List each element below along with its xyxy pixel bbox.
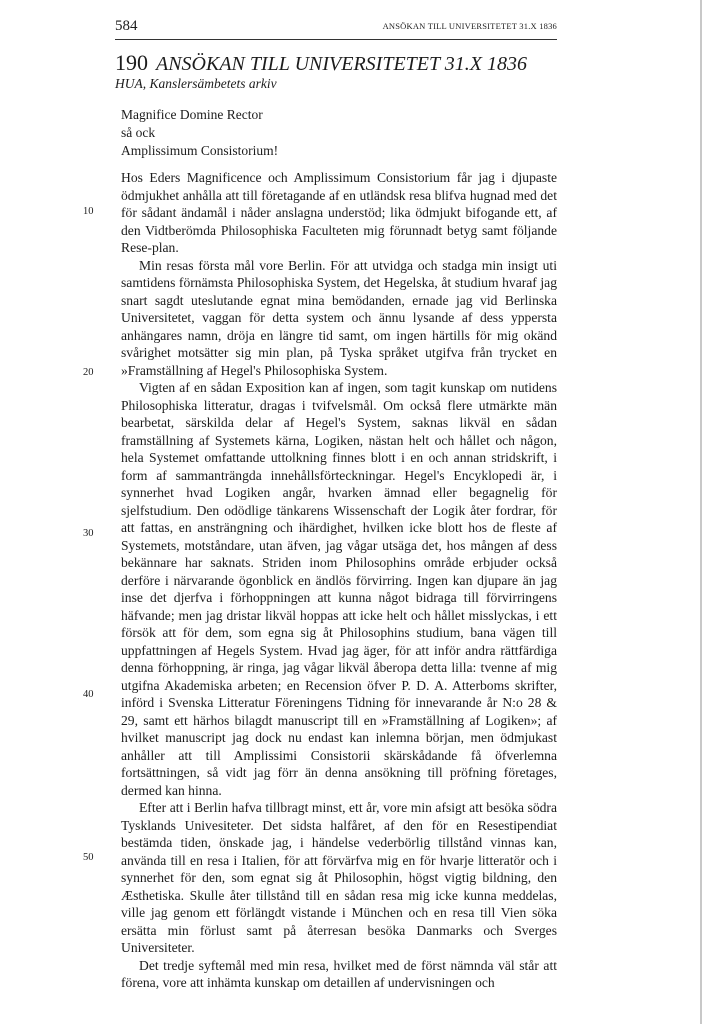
paragraph: Hos Eders Magnificence och Amplissimum Consistorium får jag i djupaste ödmjukhet anhålla att till företagande af en utländsk resa blifva hugnad med det för sådant ändamål i nåder anslagna understöd; lika ödmjukt bifogande ett, af den Vidtberömda Philosophiska Faculteten mig förunnadt betyg samt följande Rese-plan. — [121, 170, 557, 255]
salutation-line: så ock — [121, 125, 156, 140]
document-number: 190 — [115, 50, 148, 75]
line-number: 50 — [83, 852, 94, 863]
document-source: HUA, Kanslersämbetets arkiv — [115, 76, 277, 91]
salutation — [121, 106, 278, 160]
line-number: 10 — [83, 206, 94, 217]
salutation-line: Magnifice Domine Rector — [121, 107, 263, 122]
line-number: 20 — [83, 367, 94, 378]
line-number: 30 — [83, 528, 94, 539]
paragraph: Efter att i Berlin hafva tillbragt minst, ett år, vore min afsigt att besöka södra Tysklands Univesiteter. Det sidsta halfåret, af den för en Resestipendiat bestämda tiden, önskade jag, i händelse vederbörlig tillstånd vinnas kan, använda till en resa i Italien, för att förvärfva mig en för hvarje litteratör och i synnerhet för den, som egnat sig åt Philosophin, högst vigtig bildning, den Æsthetiska. Skulle åter tillstånd till en sådan resa mig icke kunna meddelas, ville jag genom ett förlängdt vistande i München och en resa till Vien söka ersätta min förlust samt på återresan besöka Danmarks och Sverges Universiteter. — [121, 800, 557, 955]
page-number: 584 — [115, 18, 138, 34]
paragraph: Min resas första mål vore Berlin. För att utvidga och stadga min insigt uti samtidens förnämsta Philosophiska System, det Hegelska, åt studium hvaraf jag snart sagdt uteslutande egnat mina bemödanden, ernade jag vid Berlinska Universitetet, vaggan för detta system och ännu lysande af dess yppersta anhängares namn, dröja en längre tid samt, om ingen härtills för mig okänd svårighet motsätter sig min plan, på Tyska språket utgifva från trycket en »Framställning af Hegel's Philosophiska System. — [121, 257, 557, 378]
line-number: 40 — [83, 689, 94, 700]
body-text — [121, 169, 557, 992]
header-rule — [115, 39, 557, 40]
paragraph: Det tredje syftemål med min resa, hvilket med de först nämnda väl står att förena, vore att inhämta kunskap om detaillen af undervisningen och — [121, 957, 557, 990]
running-header — [115, 18, 557, 36]
running-title: ANSÖKAN TILL UNIVERSITETET 31.X 1836 — [382, 21, 557, 31]
document-heading — [115, 50, 527, 76]
page-edge-divider — [700, 0, 702, 1024]
document-title: ANSÖKAN TILL UNIVERSITETET 31.X 1836 — [156, 53, 527, 75]
paragraph: Vigten af en sådan Exposition kan af ingen, som tagit kunskap om nutidens Philosophiska litteratur, dragas i tvifvelsmål. Om också flere utmärkte män bearbetat, särskilda delar af Hegel's System, saknas likväl en sådan framställning af Systemets kärna, Logiken, nästan helt och hållet och någon, hela Systemet omfattande uttolkning finnes blott i en och annan stridskrift, i form af sammanträngda innehållsförteckningar. Hegel's Encyklopedi är, i synnerhet hvad Logiken angår, hvarken ämnad eller begagnelig för sjelfstudium. Den odödlige tänkarens Wissenschaft der Logik åter fordrar, för att fattas, en ansträngning och ihärdighet, hvilken icke blott hos de fleste af Systemets, motståndare, utan äfven, jag vågar utsäga det, hos mången af dess bekännare har saknats. Striden inom Philosophins område erbjuder också derföre i närvarande ögonblick en ändlös förvirring. Ingen kan djupare än jag inse det djerfva i förhoppningen att kunna något bidraga till förvirringens häfvande; men jag dristar likväl hoppas att icke helt och hållet misslyckas, i ett försök att för dem, som egna sig åt Philosophins studium, bana vägen till uppfattningen af Hegels System. Hvad jag äger, för att inför andra rättfärdiga denna förhoppning, är ringa, jag vågar likväl åberopa detta lilla: tvenne af mig utgifna Akademiska arbeten; en Recension öfver P. D. A. Atterboms skrifter, införd i Svenska Litteratur Föreningens Tidning för innevarande år N:o 28 & 29, samt ett härhos bilagdt manuscript till en »Framställning af Logiken»; af hvilket manuscript jag dock nu endast kan inlemna början, men ödmjukast anhåller att till Amplissimi Consistorii skärskådande få öfverlemna fortsättningen, så vidt jag förr än denna ansökning till pröfning företages, dermed kan hinna. — [121, 380, 557, 798]
salutation-line: Amplissimum Consistorium! — [121, 143, 279, 158]
